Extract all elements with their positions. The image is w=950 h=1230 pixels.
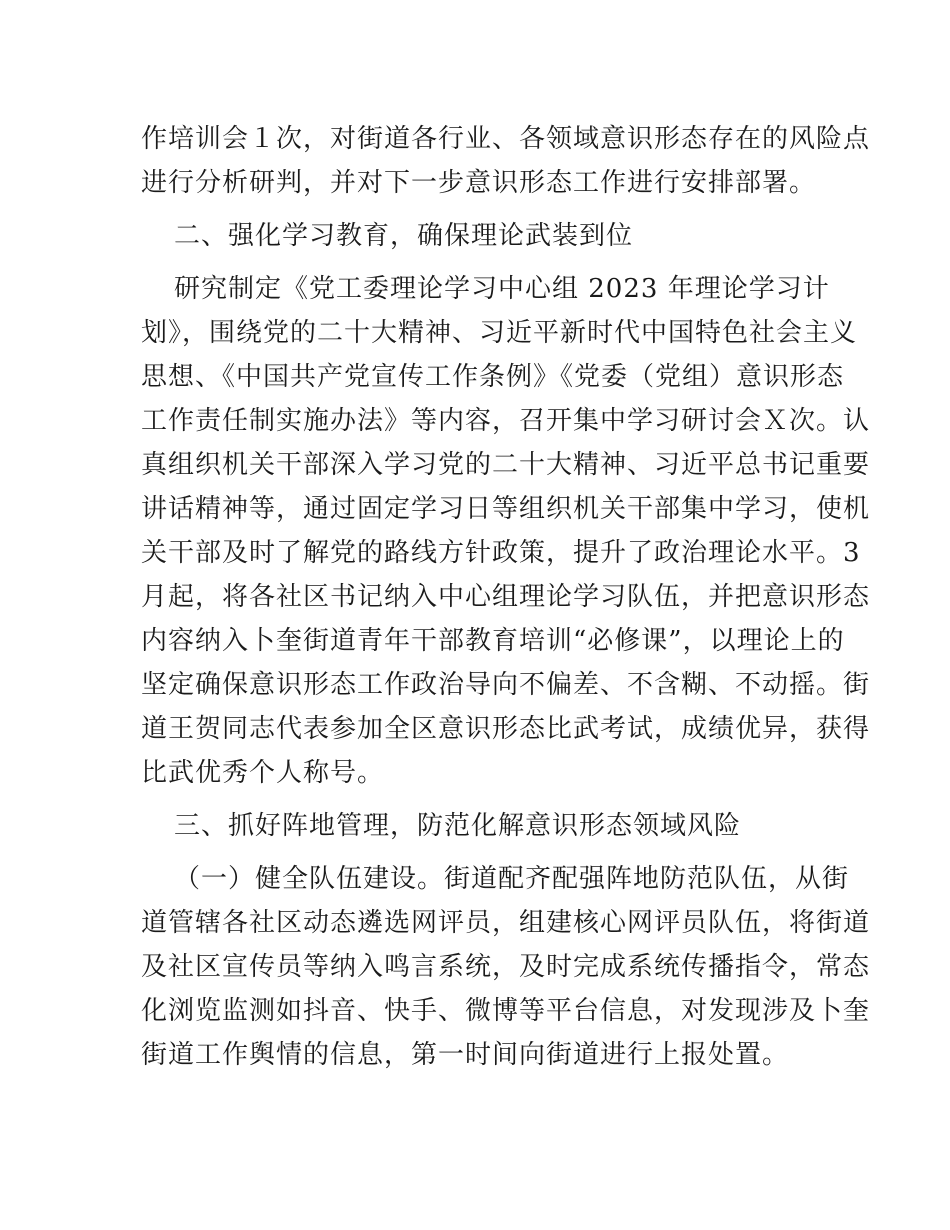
text-line: 及社区宣传员等纳入鸣言系统，及时完成系统传播指令，常态	[141, 952, 871, 982]
text-line: 月起，将各社区书记纳入中心组理论学习队伍，并把意识形态	[141, 582, 871, 612]
text-line: 关干部及时了解党的路线方针政策，提升了政治理论水平。3	[141, 538, 861, 568]
text-line: 作培训会１次，对街道各行业、各领域意识形态存在的风险点	[141, 124, 871, 154]
section-heading: 二、强化学习教育，确保理论武装到位	[174, 221, 634, 251]
text-line: 进行分析研判，并对下一步意识形态工作进行安排部署。	[141, 168, 817, 198]
text-line: 划》，围绕党的二十大精神、习近平新时代中国特色社会主义	[141, 318, 858, 348]
text-line: （一）健全队伍建设。街道配齐配强阵地防范队伍，从街	[174, 864, 850, 894]
text-line: 坚定确保意识形态工作政治导向不偏差、不含糊、不动摇。街	[141, 670, 871, 700]
text-line: 道王贺同志代表参加全区意识形态比武考试，成绩优异，获得	[141, 714, 871, 744]
text-line: 道管辖各社区动态遴选网评员，组建核心网评员队伍，将街道	[141, 908, 871, 938]
text-line: 化浏览监测如抖音、快手、微博等平台信息，对发现涉及卜奎	[141, 996, 871, 1026]
text-line: 工作责任制实施办法》等内容，召开集中学习研讨会Ｘ次。认	[141, 406, 871, 436]
section-heading: 三、抓好阵地管理，防范化解意识形态领域风险	[174, 811, 742, 841]
text-line: 街道工作舆情的信息，第一时间向街道进行上报处置。	[141, 1040, 790, 1070]
text-line: 思想、《中国共产党宣传工作条例》《党委（党组）意识形态	[141, 362, 845, 392]
text-line: 真组织机关干部深入学习党的二十大精神、习近平总书记重要	[141, 450, 871, 480]
text-line: 比武优秀个人称号。	[141, 758, 385, 788]
text-line: 讲话精神等，通过固定学习日等组织机关干部集中学习，使机	[141, 494, 871, 524]
text-line: 研究制定《党工委理论学习中心组 2023 年理论学习计	[174, 274, 830, 304]
text-line: 内容纳入卜奎街道青年干部教育培训“必修课”，以理论上的	[141, 626, 845, 656]
